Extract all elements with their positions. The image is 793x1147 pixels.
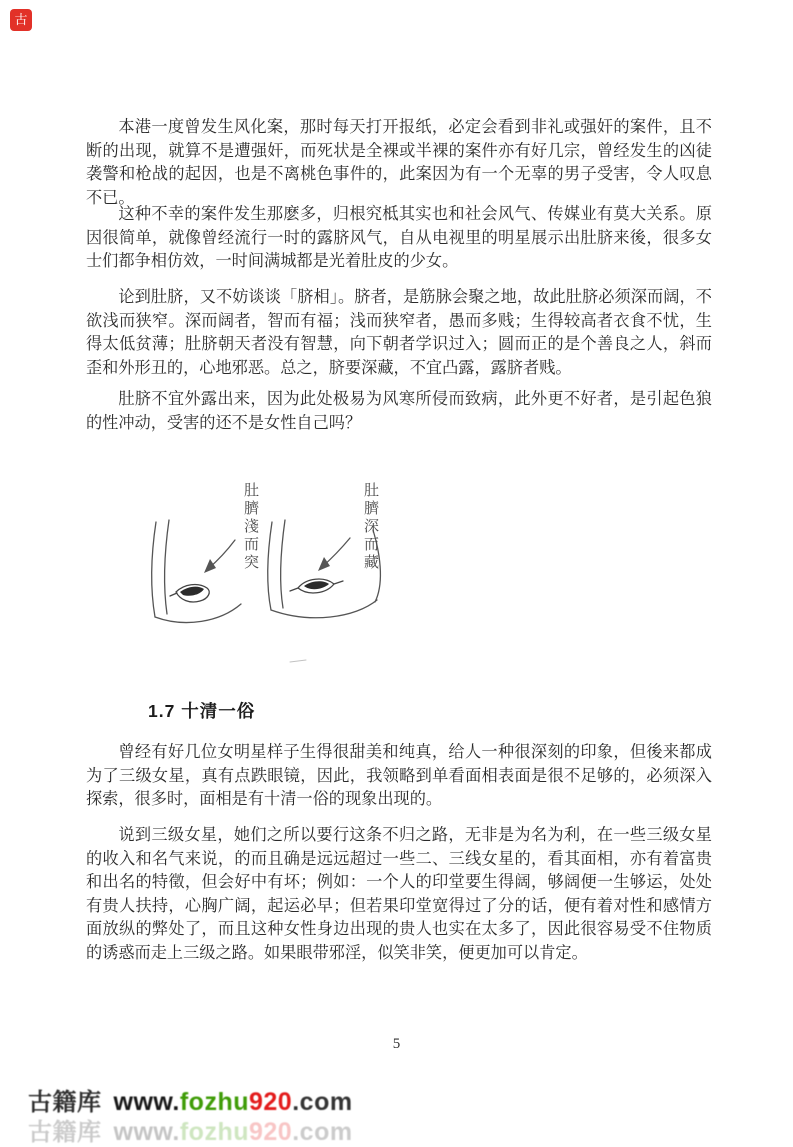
page-number: 5 [392, 1036, 401, 1052]
watermark-site-name: 古籍库 [28, 1089, 102, 1116]
figure-label-deep-navel: 肚臍深而藏 [362, 482, 378, 572]
watermark-url-prefix: www. [113, 1088, 180, 1116]
navel-illustration [140, 470, 460, 675]
paragraph-1: 本港一度曾发生风化案，那时每天打开报纸，必定会看到非礼或强奸的案件，且不断的出现，就算不是遭强奸，而死状是全裸或半裸的案件亦有好几宗，曾经发生的凶徒袭警和枪战的起因，也是不离桃色事件的，此案因为有一个无辜的男子受害，令人叹息不已。 [86, 118, 712, 207]
figure-label-shallow-navel: 肚臍淺而突 [242, 482, 258, 572]
watermark-ghost-url-green: fozhu [179, 1118, 249, 1146]
watermark-ghost-url-prefix: www. [113, 1118, 180, 1146]
paragraph-2: 这种不幸的案件发生那麽多，归根究柢其实也和社会风气、传媒业有莫大关系。原因很简单，就像曾经流行一时的露脐风气，自从电视里的明星展示出肚脐来後，很多女士们都争相仿效，一时间满城都是光着肚皮的少女。 [86, 205, 712, 271]
site-logo-glyph: 古 [14, 12, 28, 27]
watermark-ghost-url-suffix: .com [292, 1118, 353, 1146]
site-watermark-ghost [28, 1112, 353, 1147]
paragraph-5: 曾经有好几位女明星样子生得很甜美和纯真，给人一种很深刻的印象，但後来都成为了三级女星，真有点跌眼镜，因此，我领略到单看面相表面是很不足够的，必须深入探索，很多时，面相是有十清一俗的现象出现的。 [86, 743, 712, 809]
paragraph-3: 论到肚脐，又不妨谈谈「脐相」。脐者，是筋脉会聚之地，故此肚脐必须深而阔，不欲浅而狭窄。深而阔者，智而有福；浅而狭窄者，愚而多贱；生得较高者衣食不忧，生得太低贫薄；肚脐朝天者没有智慧，向下朝者学识过入；圆而正的是个善良之人，斜而歪和外形丑的，心地邪恶。总之，脐要深藏，不宜凸露，露脐者贱。 [86, 288, 712, 377]
paragraph-6: 说到三级女星，她们之所以要行这条不归之路，无非是为名为利，在一些三级女星的收入和名气来说，的而且确是远远超过一些二、三线女星的，看其面相，亦有着富贵和出名的特徵，但会好中有坏；例如：一个人的印堂要生得阔，够阔便一生够运，处处有贵人扶持，心胸广阔，起运必早；但若果印堂宽得过了分的话，便有着对性和感情方面放纵的弊处了，而且这种女性身边出现的贵人也实在太多了，因此很容易受不住物质的诱惑而走上三级之路。如果眼带邪淫，似笑非笑，便更加可以肯定。 [86, 826, 712, 962]
watermark-url-red: 920 [249, 1088, 293, 1116]
watermark-ghost-url-red: 920 [249, 1118, 293, 1146]
right-arrowhead-icon [318, 557, 330, 571]
paragraph-4: 肚脐不宜外露出来，因为此处极易为风寒所侵而致病，此外更不好者，是引起色狼的性冲动，受害的还不是女性自己吗？ [86, 390, 712, 432]
left-arrowhead-icon [204, 559, 216, 573]
watermark-url-green: fozhu [179, 1088, 249, 1116]
site-logo-badge [10, 9, 32, 31]
section-heading: 1.7 十清一俗 [148, 701, 256, 721]
watermark-ghost-site-name: 古籍库 [28, 1119, 102, 1146]
watermark-url-suffix: .com [292, 1088, 353, 1116]
navel-illustration-drawing [140, 470, 460, 675]
